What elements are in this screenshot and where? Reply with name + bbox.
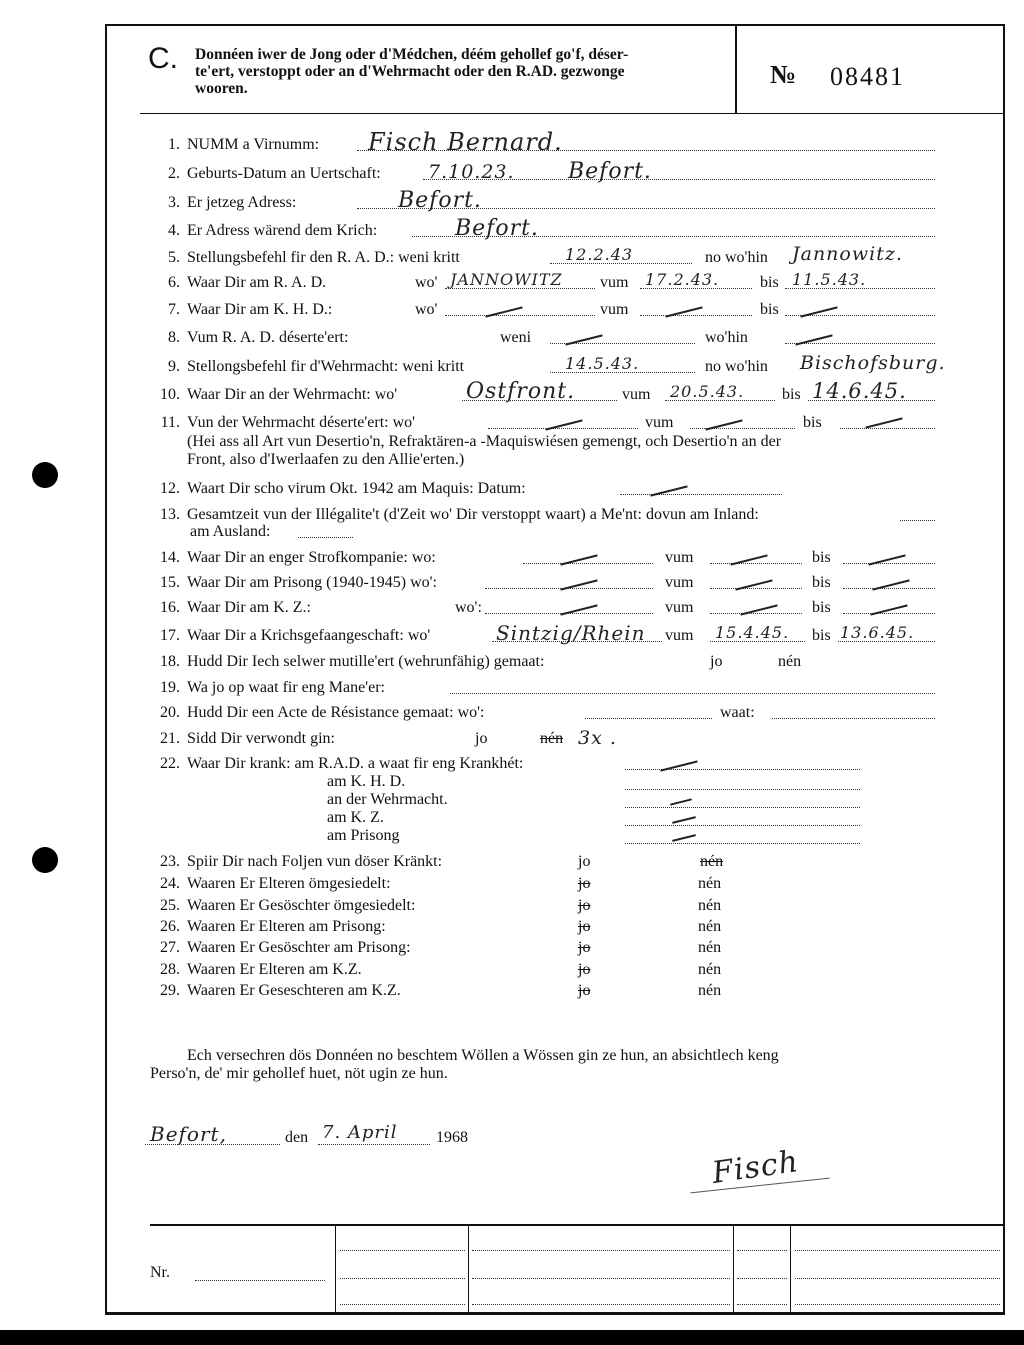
- option-no[interactable]: nén: [698, 918, 722, 935]
- row-label: Waar Dir an enger Strofkompanie: wo:: [187, 549, 436, 566]
- war-address-value: Befort.: [455, 216, 539, 241]
- field-label: bis: [760, 301, 779, 318]
- pow-to: 13.6.45.: [840, 623, 915, 642]
- row-number: 24.: [160, 875, 180, 892]
- row-number: 13.: [160, 506, 180, 523]
- field-line[interactable]: [450, 679, 935, 694]
- name-value: Fisch Bernard.: [368, 128, 563, 156]
- field-label: weni: [500, 329, 532, 346]
- row-rad-order: [0, 243, 1024, 269]
- row-label: Waar Dir an der Wehrmacht: wo': [187, 386, 398, 403]
- option-yes[interactable]: jo: [578, 918, 591, 935]
- row-number: 8.: [168, 329, 180, 346]
- option-yes[interactable]: jo: [710, 653, 723, 670]
- row-number: 15.: [160, 574, 180, 591]
- row-number: 25.: [160, 897, 180, 914]
- row-khd: [0, 301, 1024, 321]
- field-label: bis: [812, 627, 831, 644]
- row-label: Stellungsbefehl fir den R. A. D.: weni kritt: [187, 249, 460, 266]
- row-label: Stellongsbefehl fir d'Wehrmacht: weni kritt: [187, 358, 465, 375]
- row-number: 5.: [168, 249, 180, 266]
- field-line[interactable]: [625, 775, 860, 790]
- row-war-address: [0, 216, 1024, 242]
- wehrmacht-order-date: 14.5.43.: [565, 354, 640, 373]
- wehrmacht-order-destination: Bischofsburg.: [800, 352, 946, 374]
- option-no[interactable]: nén: [778, 653, 802, 670]
- row-siblings-prison: [0, 939, 1024, 959]
- footer-field[interactable]: [472, 1290, 730, 1305]
- field-label: bis: [760, 274, 779, 291]
- field-label: wo':: [455, 599, 482, 616]
- row-label: Waar Dir am K. H. D.:: [187, 301, 333, 318]
- signoff-year: 1968: [436, 1129, 468, 1146]
- option-no[interactable]: nén: [698, 982, 722, 999]
- footer-nr-label: Nr.: [150, 1264, 170, 1281]
- row-number: 17.: [160, 627, 180, 644]
- row-prison: [0, 574, 1024, 594]
- row-rad-desertion: [0, 329, 1024, 349]
- field-line[interactable]: [843, 549, 935, 564]
- row-label: Waar Dir am Prisong (1940-1945) wo':: [187, 574, 437, 591]
- row-label: Waaren Er Geseschteren am K.Z.: [187, 982, 401, 999]
- row-number: 29.: [160, 982, 180, 999]
- field-line[interactable]: [625, 811, 860, 826]
- row-parents-kz: [0, 961, 1024, 981]
- field-label: vum: [645, 414, 674, 431]
- signoff-place: Befort,: [150, 1122, 227, 1146]
- field-label: bis: [812, 549, 831, 566]
- row-number: 18.: [160, 653, 180, 670]
- row-wounded: [0, 727, 1024, 750]
- row-birth: [0, 159, 1024, 185]
- row-number: 9.: [168, 358, 180, 375]
- row-manner: [0, 679, 1024, 699]
- footer-field[interactable]: [795, 1236, 1000, 1251]
- field-label: vum: [665, 599, 694, 616]
- row-label: Vum R. A. D. déserte'ert:: [187, 329, 349, 346]
- row-number: 27.: [160, 939, 180, 956]
- option-yes[interactable]: jo: [578, 897, 591, 914]
- row-number: 4.: [168, 222, 180, 239]
- row-label: Geburts-Datum an Uertschaft:: [187, 165, 381, 182]
- scan-edge: [0, 1330, 1024, 1345]
- header-title-line: te'ert, verstoppt oder an d'Wehrmacht oder den R.AD. gezwonge: [195, 63, 625, 80]
- document-number: 08481: [830, 62, 905, 91]
- header-divider: [140, 113, 1005, 114]
- row-wehrmacht-order: [0, 352, 1024, 378]
- footer-field[interactable]: [737, 1264, 787, 1279]
- row-label: NUMM a Virnumm:: [187, 136, 320, 153]
- row-number: 26.: [160, 918, 180, 935]
- row-label: Wa jo op waat fir eng Mane'er:: [187, 679, 385, 696]
- row-sick: [0, 755, 1024, 844]
- row-number: 1.: [168, 136, 180, 153]
- section-letter: C.: [148, 42, 178, 75]
- option-yes[interactable]: jo: [578, 875, 591, 892]
- footer-field[interactable]: [795, 1264, 1000, 1279]
- field-label: bis: [803, 414, 822, 431]
- row-maquis: [0, 480, 1024, 500]
- field-label: vum: [600, 274, 629, 291]
- row-label: Waaren Er Elteren ömgesiedelt:: [187, 875, 391, 892]
- field-line[interactable]: [625, 793, 860, 808]
- row-number: 19.: [160, 679, 180, 696]
- option-no[interactable]: nén: [540, 730, 564, 747]
- row-kz: [0, 599, 1024, 619]
- field-line[interactable]: [585, 704, 712, 719]
- header-vertical-divider: [735, 26, 737, 114]
- rad-place: JANNOWITZ: [450, 270, 563, 289]
- row-number: 28.: [160, 961, 180, 978]
- field-line[interactable]: [843, 599, 935, 614]
- row-label: Er jetzeg Adress:: [187, 194, 297, 211]
- row-resistance: [0, 704, 1024, 724]
- row-number: 16.: [160, 599, 180, 616]
- frame-bottom: [105, 1312, 1005, 1315]
- field-label: wo': [415, 274, 438, 291]
- option-no[interactable]: nén: [700, 853, 724, 870]
- row-number: 11.: [160, 414, 180, 431]
- birth-date-value: 7.10.23.: [428, 161, 515, 183]
- row-label: Waart Dir scho virum Okt. 1942 am Maquis: Datum:: [187, 480, 526, 497]
- header-title: [195, 46, 628, 97]
- den-label: den: [285, 1129, 309, 1146]
- row-rad: [0, 270, 1024, 294]
- wehrmacht-from: 20.5.43.: [670, 382, 745, 401]
- field-label: no wo'hin: [705, 358, 768, 375]
- field-label: waat:: [720, 704, 755, 721]
- row-label: Er Adress wärend dem Krich:: [187, 222, 378, 239]
- footer-field[interactable]: [795, 1290, 1000, 1305]
- option-yes[interactable]: jo: [578, 939, 591, 956]
- row-siblings-resettled: [0, 897, 1024, 917]
- option-no[interactable]: nén: [698, 875, 722, 892]
- field-line[interactable]: [843, 574, 935, 589]
- field-line[interactable]: [900, 506, 935, 521]
- field-line[interactable]: [620, 480, 782, 495]
- footer-field[interactable]: [737, 1290, 787, 1305]
- pow-place: Sintzig/Rhein: [496, 621, 646, 645]
- row-label: Waaren Er Elteren am K.Z.: [187, 961, 362, 978]
- row-illegality: [0, 506, 1024, 540]
- footer-top-line: [150, 1224, 1005, 1226]
- row-number: 10.: [160, 386, 180, 403]
- row-label: Gesamtzeit vun der Illégalite't (d'Zeit wo' Dir verstoppt waart) a Me'nt: dovun am Inland:: [187, 506, 759, 523]
- field-label: no wo'hin: [705, 249, 768, 266]
- field-label: vum: [622, 386, 651, 403]
- field-label: wo'hin: [705, 329, 748, 346]
- rad-order-destination: Jannowitz.: [792, 243, 903, 265]
- footer-field[interactable]: [737, 1236, 787, 1251]
- row-current-address: [0, 188, 1024, 214]
- wehrmacht-place: Ostfront.: [466, 379, 576, 404]
- row-number: 23.: [160, 853, 180, 870]
- sub-label: am Prisong: [327, 827, 400, 844]
- row-pow: [0, 621, 1024, 647]
- row-label: am Ausland:: [190, 523, 271, 540]
- row-name: [0, 128, 1024, 156]
- row-number: 3.: [168, 194, 180, 211]
- birth-place-value: Befort.: [568, 159, 652, 184]
- option-no[interactable]: nén: [698, 939, 722, 956]
- field-line[interactable]: [298, 523, 353, 538]
- field-line[interactable]: [690, 414, 795, 429]
- wehrmacht-to: 14.6.45.: [812, 379, 907, 403]
- field-label: vum: [665, 627, 694, 644]
- field-label: vum: [665, 549, 694, 566]
- note-text: Front, also d'Iwerlaafen zu den Allie'erten.): [187, 451, 465, 468]
- wounded-count: 3x .: [578, 727, 617, 749]
- signature: Fisch: [709, 1144, 801, 1191]
- field-label: bis: [812, 574, 831, 591]
- rad-order-date: 12.2.43: [565, 245, 634, 264]
- field-label: vum: [665, 574, 694, 591]
- header-title-line: Donnéen iwer de Jong oder d'Médchen, déém gehollef go'f, déser-: [195, 46, 629, 63]
- note-text: (Hei ass all Art vun Desertio'n, Refraktären-a -Maquiswiésen gemengt, och Desertio'n an der: [187, 433, 782, 450]
- row-number: 22.: [160, 755, 180, 772]
- row-parents-prison: [0, 918, 1024, 938]
- option-yes[interactable]: jo: [578, 853, 591, 870]
- row-wehrmacht: [0, 379, 1024, 406]
- row-strafkompanie: [0, 549, 1024, 569]
- footer-field[interactable]: [472, 1236, 730, 1251]
- row-label: Waaren Er Gesöschter am Prisong:: [187, 939, 411, 956]
- declaration-text: Ech versechren dös Donnéen no beschtem Wöllen a Wössen gin ze hun, an absichtlech keng: [187, 1047, 779, 1064]
- footer-field[interactable]: [340, 1236, 465, 1251]
- row-number: 12.: [160, 480, 180, 497]
- field-line[interactable]: [625, 755, 860, 770]
- rad-from: 17.2.43.: [645, 270, 720, 289]
- frame-top: [105, 24, 1005, 26]
- row-label: Vun der Wehrmacht déserte'ert: wo': [187, 414, 416, 431]
- row-consequences: [0, 853, 1024, 873]
- row-label: Waaren Er Gesöschter ömgesiedelt:: [187, 897, 416, 914]
- field-line[interactable]: [772, 704, 935, 719]
- row-number: 20.: [160, 704, 180, 721]
- sub-label: am K. Z.: [327, 809, 384, 826]
- pow-from: 15.4.45.: [715, 623, 790, 642]
- footer-divider: [733, 1224, 734, 1312]
- row-number: 7.: [168, 301, 180, 318]
- row-label: Waar Dir krank: am R.A.D. a waat fir eng Krankhét:: [187, 755, 524, 772]
- field-label: bis: [782, 386, 801, 403]
- row-self-mutilation: [0, 653, 1024, 673]
- row-label: Sidd Dir verwondt gin:: [187, 730, 335, 747]
- row-number: 21.: [160, 730, 180, 747]
- row-label: Hudd Dir een Acte de Résistance gemaat: wo':: [187, 704, 485, 721]
- row-parents-resettled: [0, 875, 1024, 895]
- sub-label: am K. H. D.: [327, 773, 406, 790]
- number-sign: №: [770, 60, 797, 89]
- field-label: wo': [415, 301, 438, 318]
- field-line[interactable]: [710, 574, 802, 589]
- row-label: Waar Dir am R. A. D.: [187, 274, 327, 291]
- rad-to: 11.5.43.: [792, 270, 867, 289]
- footer-divider: [790, 1224, 791, 1312]
- row-number: 2.: [168, 165, 180, 182]
- field-label: bis: [812, 599, 831, 616]
- header-title-line: wooren.: [195, 80, 248, 97]
- footer-field[interactable]: [340, 1290, 465, 1305]
- row-wehrmacht-desertion: [0, 414, 1024, 468]
- row-label: Waar Dir am K. Z.:: [187, 599, 311, 616]
- declaration-text: Perso'n, de' mir gehollef huet, nöt ugin ze hun.: [150, 1065, 448, 1082]
- signoff-date: 7. April: [322, 1122, 398, 1143]
- option-yes[interactable]: jo: [578, 961, 591, 978]
- footer-field[interactable]: [340, 1264, 465, 1279]
- current-address-value: Befort.: [398, 188, 482, 213]
- row-siblings-kz: [0, 982, 1024, 1002]
- sub-label: an der Wehrmacht.: [327, 791, 448, 808]
- field-line[interactable]: [488, 414, 638, 429]
- row-label: Waar Dir a Krichsgefaangeschaft: wo': [187, 627, 431, 644]
- field-label: vum: [600, 301, 629, 318]
- option-no[interactable]: nén: [698, 897, 722, 914]
- footer-divider: [468, 1224, 469, 1312]
- row-label: Spiir Dir nach Foljen vun döser Kränkt:: [187, 853, 443, 870]
- option-yes[interactable]: jo: [475, 730, 488, 747]
- row-label: Waaren Er Elteren am Prisong:: [187, 918, 386, 935]
- row-number: 14.: [160, 549, 180, 566]
- row-number: 6.: [168, 274, 180, 291]
- footer-divider: [335, 1224, 336, 1312]
- row-label: Hudd Dir Iech selwer mutille'ert (wehrunfähig) gemaat:: [187, 653, 545, 670]
- option-no[interactable]: nén: [698, 961, 722, 978]
- field-line[interactable]: [625, 829, 860, 844]
- nr-field[interactable]: [195, 1266, 325, 1281]
- footer-field[interactable]: [472, 1264, 730, 1279]
- option-yes[interactable]: jo: [578, 982, 591, 999]
